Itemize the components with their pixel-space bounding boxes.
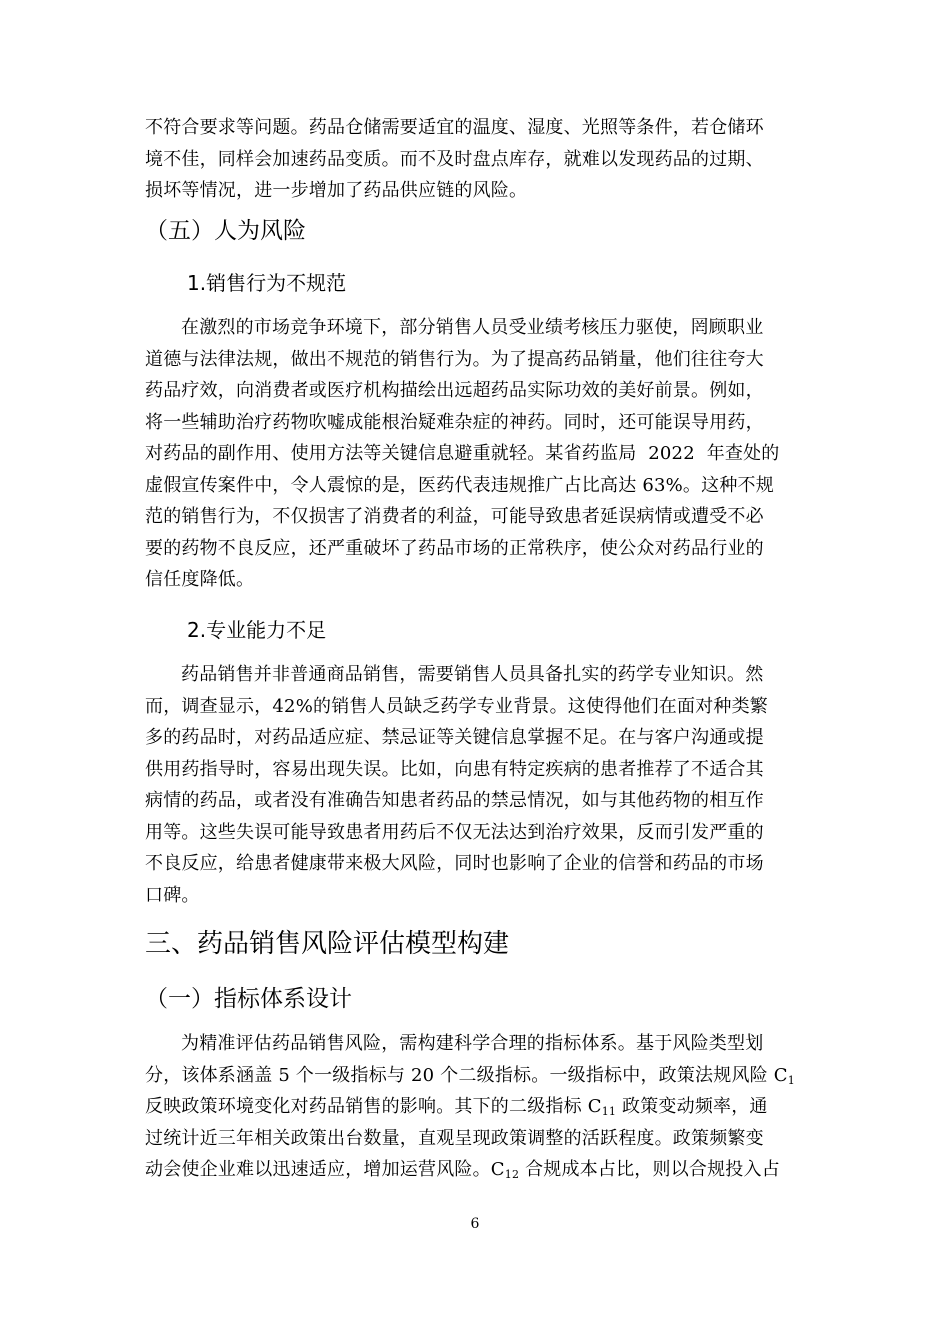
paragraph-line: 病情的药品，或者没有准确告知患者药品的禁忌情况，如与其他药物的相互作 xyxy=(145,790,764,811)
paragraph-line: 分，该体系涵盖 5 个一级指标与 20 个二级指标。一级指标中，政策法规风险 $C_1$ xyxy=(145,1064,795,1087)
paragraph-line: 多的药品时，对药品适应症、禁忌证等关键信息掌握不足。在与客户沟通或提 xyxy=(145,727,764,748)
paragraph-line: 药品疗效，向消费者或医疗机构描绘出远超药品实际功效的美好前景。例如， xyxy=(145,380,764,401)
paragraph-line: 在激烈的市场竞争环境下，部分销售人员受业绩考核压力驱使，罔顾职业 xyxy=(181,317,764,338)
paragraph-line: 不良反应，给患者健康带来极大风险，同时也影响了企业的信誉和药品的市场 xyxy=(145,853,764,874)
paragraph-line: 动会使企业难以迅速适应，增加运营风险。$C_{12}$ 合规成本占比，则以合规投入占 xyxy=(145,1159,780,1181)
paragraph-line: 供用药指导时，容易出现失误。比如，向患有特定疾病的患者推荐了不适合其 xyxy=(145,758,764,780)
section-1-paragraph xyxy=(145,1028,805,1186)
subscript: 12 xyxy=(504,1168,520,1181)
paragraph-line: 要的药物不良反应，还严重破坏了药品市场的正常秩序，使公众对药品行业的 xyxy=(145,537,764,559)
paragraph-line: 范的销售行为，不仅损害了消费者的利益，可能导致患者延误病情或遭受不必 xyxy=(145,506,764,527)
paragraph-line: 过统计近三年相关政策出台数量，直观呈现政策调整的活跃程度。政策频繁变 xyxy=(145,1127,764,1149)
paragraph-line: 将一些辅助治疗药物吹嘘成能根治疑难杂症的神药。同时，还可能误导用药， xyxy=(145,411,764,433)
sub-1-paragraph xyxy=(145,312,805,596)
paragraph-line: 道德与法律法规，做出不规范的销售行为。为了提高药品销量，他们往往夸大 xyxy=(145,348,764,370)
paragraph-line: 口碑。 xyxy=(145,884,200,906)
paragraph-line: 为精准评估药品销售风险，需构建科学合理的指标体系。基于风险类型划 xyxy=(181,1033,764,1054)
subsection-heading: 1.销售行为不规范 xyxy=(187,271,347,295)
chapter-heading: 三、药品销售风险评估模型构建 xyxy=(145,929,510,959)
subsection-heading: 2.专业能力不足 xyxy=(187,618,327,642)
paragraph-line: 用等。这些失误可能导致患者用药后不仅无法达到治疗效果，反而引发严重的 xyxy=(145,821,764,843)
intro-paragraph xyxy=(145,112,805,207)
section-heading: （一）指标体系设计 xyxy=(145,986,352,1012)
subscript: 1 xyxy=(787,1073,795,1087)
paragraph-line: 药品销售并非普通商品销售，需要销售人员具备扎实的药学专业知识。然 xyxy=(181,664,764,685)
paragraph-line: 反映政策环境变化对药品销售的影响。其下的二级指标 $C_{11}$ 政策变动频率，通 xyxy=(145,1096,768,1118)
sub-2-paragraph xyxy=(145,659,805,911)
paragraph-line: 而，调查显示，42%的销售人员缺乏药学专业背景。这使得他们在面对种类繁 xyxy=(145,695,769,717)
section-heading: （五）人为风险 xyxy=(145,218,306,244)
page-number: 6 xyxy=(470,1216,480,1232)
paragraph-line: 虚假宣传案件中，令人震惊的是，医药代表违规推广占比高达 63%。这种不规 xyxy=(145,474,774,496)
paragraph-line: 信任度降低。 xyxy=(145,569,255,590)
paragraph-line: 损坏等情况，进一步增加了药品供应链的风险。 xyxy=(145,180,528,201)
paragraph-line: 不符合要求等问题。药品仓储需要适宜的温度、湿度、光照等条件，若仓储环 xyxy=(145,117,764,138)
subscript: 11 xyxy=(601,1105,617,1118)
paragraph-line: 境不佳，同样会加速药品变质。而不及时盘点库存，就难以发现药品的过期、 xyxy=(145,148,764,170)
paragraph-line: 对药品的副作用、使用方法等关键信息避重就轻。某省药监局 2022 年查处的 xyxy=(145,443,780,464)
